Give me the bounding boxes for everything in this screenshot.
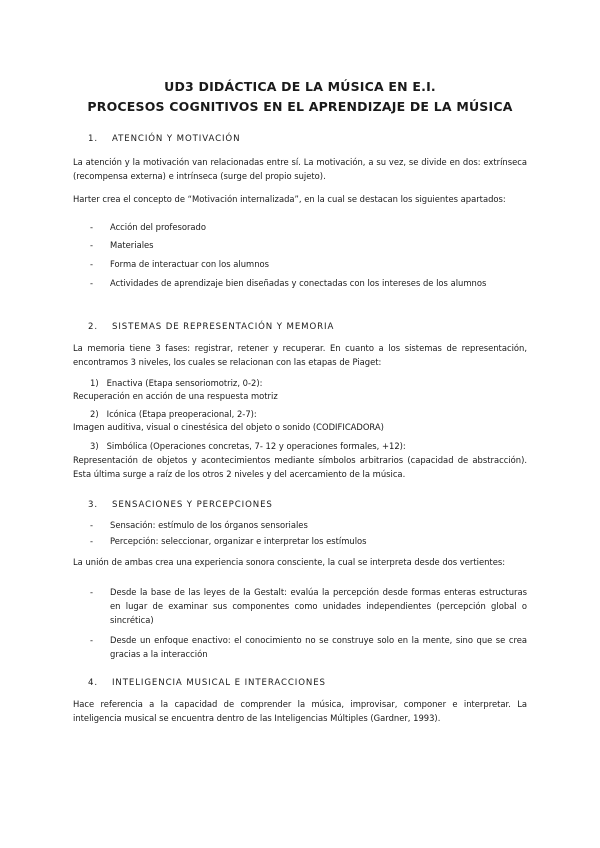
section-1-paragraph-1: La atención y la motivación van relacionadas entre sí. La motivación, a su vez, se divide en dos: extrínseca (recompensa externa) e intrínseca (surge del propio sujeto). bbox=[73, 157, 527, 181]
section-number: 3. bbox=[88, 500, 98, 510]
list-item-text: Actividades de aprendizaje bien diseñadas y conectadas con los intereses de los alumnos bbox=[110, 278, 487, 288]
document-title-line-2: PROCESOS COGNITIVOS EN EL APRENDIZAJE DE LA MÚSICA bbox=[87, 99, 513, 114]
list-item-text: Sensación: estímulo de los órganos sensoriales bbox=[110, 520, 308, 530]
level-number: 1) bbox=[90, 378, 99, 388]
level-number: 2) bbox=[90, 409, 99, 419]
level-2-label bbox=[90, 407, 257, 421]
level-number: 3) bbox=[90, 441, 99, 451]
level-label: Simbólica (Operaciones concretas, 7- 12 y operaciones formales, +12): bbox=[106, 441, 406, 451]
list-item-text: Forma de interactuar con los alumnos bbox=[110, 259, 269, 269]
level-1-description: Recuperación en acción de una respuesta motriz bbox=[73, 391, 278, 401]
section-title: SENSACIONES Y PERCEPCIONES bbox=[112, 500, 273, 510]
section-3-paragraph-1: La unión de ambas crea una experiencia sonora consciente, la cual se interpreta desde dos vertientes: bbox=[73, 557, 506, 567]
section-number: 2. bbox=[88, 322, 98, 332]
section-title: INTELIGENCIA MUSICAL E INTERACCIONES bbox=[112, 678, 326, 688]
section-2-paragraph-1: La memoria tiene 3 fases: registrar, retener y recuperar. En cuanto a los sistemas de representación, encontramos 3 niveles, los cuales se relacionan con las etapas de Piaget: bbox=[73, 343, 527, 367]
section-1-paragraph-2: Harter crea el concepto de “Motivación internalizada”, en la cual se destacan los siguientes apartados: bbox=[73, 194, 506, 204]
list-item-text: Acción del profesorado bbox=[110, 222, 206, 232]
list-item-text: Desde un enfoque enactivo: el conocimiento no se construye solo en la mente, sino que se crea gracias a la interacción bbox=[110, 635, 527, 659]
list-item-text: Percepción: seleccionar, organizar e interpretar los estímulos bbox=[110, 536, 367, 546]
bullet-marker: - bbox=[90, 635, 94, 645]
bullet-marker: - bbox=[90, 520, 94, 530]
section-title: SISTEMAS DE REPRESENTACIÓN Y MEMORIA bbox=[112, 322, 335, 332]
bullet-marker: - bbox=[90, 222, 94, 232]
bullet-marker: - bbox=[90, 278, 94, 288]
list-item-text: Desde la base de las leyes de la Gestalt: evalúa la percepción desde formas enteras estructuras en lugar de examinar sus componentes como unidades independientes (percepción global o sincrética) bbox=[110, 587, 527, 625]
document-title-line-1: UD3 DIDÁCTICA DE LA MÚSICA EN E.I. bbox=[164, 79, 436, 94]
section-number: 4. bbox=[88, 678, 98, 688]
level-label: Enactiva (Etapa sensoriomotriz, 0-2): bbox=[106, 378, 263, 388]
bullet-marker: - bbox=[90, 240, 94, 250]
level-3-description: Representación de objetos y acontecimientos mediante símbolos arbitrarios (capacidad de abstracción). Esta última surge a raíz de los otros 2 niveles y del acercamiento de la música. bbox=[73, 455, 527, 479]
section-number: 1. bbox=[88, 134, 98, 144]
list-item-text: Materiales bbox=[110, 240, 154, 250]
bullet-marker: - bbox=[90, 259, 94, 269]
level-label: Icónica (Etapa preoperacional, 2-7): bbox=[106, 409, 257, 419]
level-1-label bbox=[90, 376, 262, 390]
bullet-marker: - bbox=[90, 587, 94, 597]
section-title: ATENCIÓN Y MOTIVACIÓN bbox=[112, 134, 241, 144]
bullet-marker: - bbox=[90, 536, 94, 546]
level-3-label bbox=[90, 439, 406, 453]
level-2-description: Imagen auditiva, visual o cinestésica del objeto o sonido (CODIFICADORA) bbox=[73, 422, 384, 432]
section-4-paragraph-1: Hace referencia a la capacidad de comprender la música, improvisar, componer e interpretar. La inteligencia musical se encuentra dentro de las Inteligencias Múltiples (Gardner, 1993). bbox=[73, 699, 527, 723]
